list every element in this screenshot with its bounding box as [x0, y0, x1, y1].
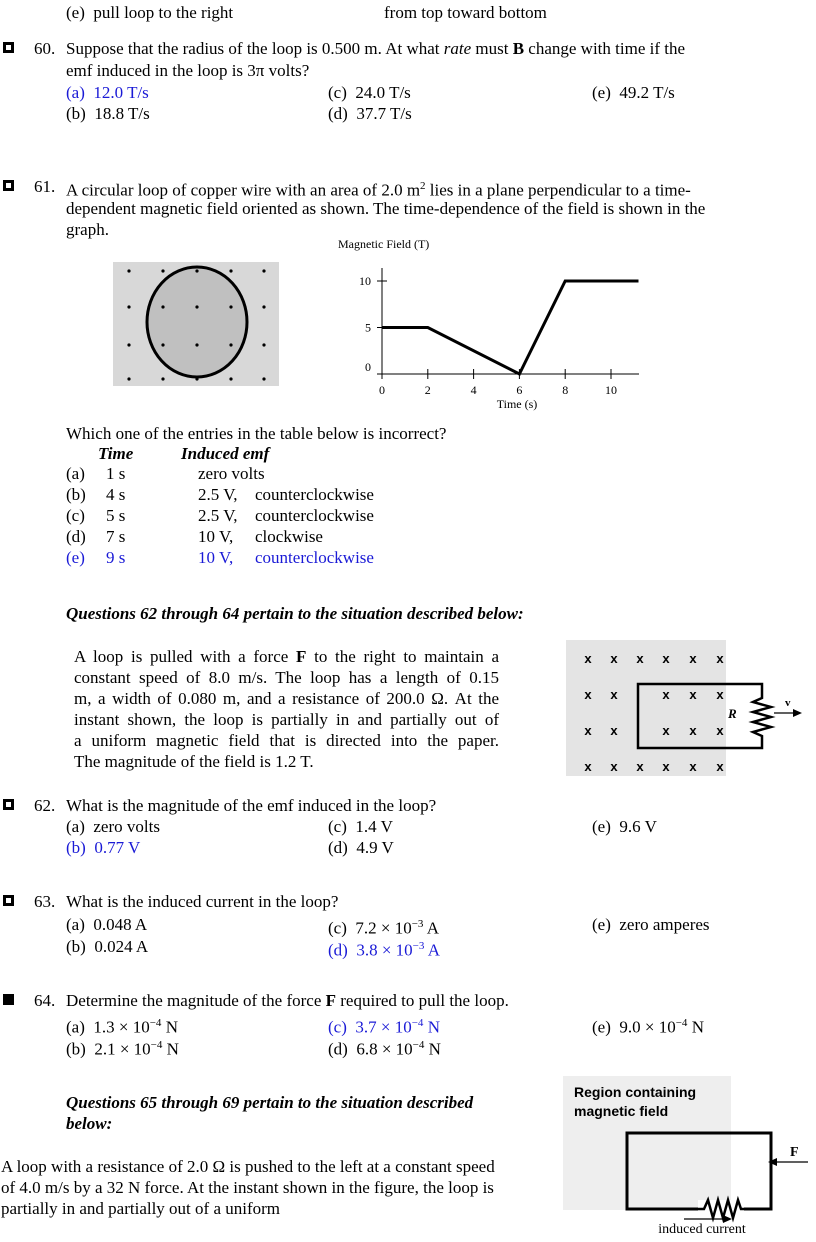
- option-text: 49.2 T/s: [619, 83, 675, 102]
- q60-text-a: Suppose that the radius of the loop is 0.500 m. At what: [66, 39, 440, 58]
- option-label: (c): [328, 83, 347, 102]
- pushed-loop: [627, 1133, 771, 1209]
- option-text: 9.0 × 10: [619, 1017, 676, 1037]
- field-x-mark: x: [716, 687, 724, 702]
- chart-x-tick-label: 10: [605, 383, 617, 397]
- q60-text-b: must: [475, 39, 509, 58]
- group65-para-line: of 4.0 m/s by a 32 N force. At the instant shown in the figure, the loop is: [1, 1178, 494, 1197]
- q64-option-b[interactable]: [66, 1035, 179, 1060]
- group62-para-line: A loop is pulled with a force F to the right to maintain a: [74, 647, 499, 666]
- q61-question: Which one of the entries in the table below is incorrect?: [66, 424, 447, 443]
- table-row-direction: counterclockwise: [255, 548, 374, 567]
- chart-x-tick-label: 8: [562, 383, 569, 397]
- field-x-mark: x: [610, 687, 618, 702]
- q63-option-d[interactable]: [328, 936, 440, 961]
- field-x-mark: x: [636, 651, 644, 666]
- q60-text-line1: [66, 38, 685, 59]
- q62-option-d[interactable]: [328, 837, 394, 858]
- magnetic-field-loop-figure: [113, 262, 279, 386]
- chart-title: Magnetic Field (T): [338, 237, 430, 251]
- q60-option-b[interactable]: [66, 103, 150, 124]
- option-unit: N: [424, 1039, 441, 1059]
- q63-number: 63.: [34, 892, 56, 911]
- group62-para-line: The magnitude of the field is 1.2 T.: [74, 752, 314, 771]
- option-exponent: −4: [149, 1017, 162, 1029]
- option-label: (a): [66, 915, 85, 934]
- chart-x-tick-label: 6: [516, 383, 523, 397]
- chart-y-tick-label: 10: [359, 274, 371, 288]
- q62-text: What is the magnitude of the emf induced in the loop?: [66, 796, 437, 815]
- option-exponent: −4: [150, 1039, 163, 1051]
- table-row-time: 9 s: [106, 548, 126, 567]
- option-unit: N: [161, 1017, 178, 1037]
- field-x-mark: x: [610, 759, 618, 774]
- option-text: zero volts: [93, 817, 160, 836]
- option-label: (b): [66, 1039, 86, 1059]
- field-x-mark: x: [610, 651, 618, 666]
- table-row-time: 7 s: [106, 527, 126, 546]
- option-text: 0.024 A: [94, 937, 149, 956]
- chart-x-tick-label: 4: [470, 383, 477, 397]
- option-text: pull loop to the right: [93, 3, 234, 22]
- option-text: 6.8 × 10: [356, 1039, 413, 1059]
- table-row-direction: counterclockwise: [255, 506, 374, 525]
- option-label: (e): [592, 83, 611, 102]
- group62-para-line: instant shown, the loop is partially in and partially out of: [74, 710, 499, 729]
- group65-para-line: partially in and partially out of a uniform: [1, 1199, 281, 1218]
- group62-paragraph: [74, 646, 499, 772]
- option-unit: N: [687, 1017, 704, 1037]
- q61-superscript: 2: [420, 180, 426, 192]
- option-exponent: −3: [412, 940, 425, 952]
- option-unit: N: [423, 1017, 440, 1037]
- table-row-emf: 10 V,: [198, 527, 234, 546]
- option-label: (d): [328, 104, 348, 123]
- option-text: 18.8 T/s: [94, 104, 150, 123]
- option-label: (c): [328, 817, 347, 836]
- table-header-emf: Induced emf: [181, 444, 270, 463]
- field-x-mark: x: [689, 651, 697, 666]
- option-exponent: −4: [411, 1017, 424, 1029]
- option-text: 0.048 A: [93, 915, 148, 934]
- chart-series-line: [382, 281, 639, 374]
- option-label: (e): [592, 915, 611, 934]
- table-row-emf: zero volts: [198, 464, 265, 483]
- q59-option-e: [66, 2, 233, 23]
- q60-number: 60.: [34, 39, 56, 58]
- option-text: 12.0 T/s: [93, 83, 149, 102]
- group62-para-line: m, a width of 0.080 m, and a resistance of 200.0 Ω. At the: [74, 689, 499, 708]
- table-row-label: (e): [66, 548, 85, 567]
- option-text: 1.3 × 10: [93, 1017, 150, 1037]
- option-label: (c): [328, 918, 347, 938]
- field-x-mark: x: [716, 759, 724, 774]
- option-text: 1.4 V: [355, 817, 393, 836]
- q64-option-a[interactable]: [66, 1013, 178, 1038]
- q64-number: 64.: [34, 991, 56, 1010]
- table-row-time: 1 s: [106, 464, 126, 483]
- q61-text-a: A circular loop of copper wire with an area of 2.0 m: [66, 180, 421, 200]
- field-x-mark: x: [689, 723, 697, 738]
- q64-text: Determine the magnitude of the force F required to pull the loop.: [66, 991, 509, 1010]
- copper-loop: [147, 267, 247, 377]
- q62-option-a[interactable]: [66, 816, 160, 837]
- option-label: (d): [328, 940, 348, 960]
- field-x-mark: x: [689, 759, 697, 774]
- field-x-mark: x: [584, 651, 592, 666]
- field-x-mark: x: [716, 723, 724, 738]
- table-row-label: (c): [66, 506, 85, 525]
- q60-option-c[interactable]: [328, 82, 411, 103]
- option-text: zero amperes: [619, 915, 710, 934]
- question-bullet-icon: [3, 180, 14, 191]
- q60-text-c: change with time if the: [528, 39, 686, 58]
- option-label: (b): [66, 937, 86, 956]
- option-text: 4.9 V: [356, 838, 394, 857]
- table-row-time: 5 s: [106, 506, 126, 525]
- option-text: 3.7 × 10: [355, 1017, 412, 1037]
- q63-option-c[interactable]: [328, 914, 439, 939]
- resistor-label: R: [728, 706, 737, 721]
- option-text: 9.6 V: [619, 817, 657, 836]
- field-x-mark: x: [610, 723, 618, 738]
- q60-option-e[interactable]: [592, 82, 675, 103]
- field-x-mark: x: [662, 651, 670, 666]
- q60-text-line2: emf induced in the loop is 3π volts?: [66, 61, 310, 80]
- option-exponent: −3: [411, 918, 424, 930]
- q62-option-e[interactable]: [592, 816, 657, 837]
- q60-option-d[interactable]: [328, 103, 412, 124]
- option-label: (b): [66, 104, 86, 123]
- group65-heading-line1: Questions 65 through 69 pertain to the situation described: [66, 1093, 474, 1112]
- field-x-mark: x: [584, 723, 592, 738]
- option-exponent: −4: [675, 1017, 688, 1029]
- q60-option-a[interactable]: [66, 82, 149, 103]
- option-label: (b): [66, 838, 86, 857]
- group62-para-line: a uniform magnetic field that is directed into the paper.: [74, 731, 499, 750]
- magnetic-field-chart: [326, 232, 646, 414]
- table-row-direction: counterclockwise: [255, 485, 374, 504]
- q63-option-e[interactable]: [592, 914, 710, 935]
- option-label: (e): [592, 1017, 611, 1037]
- field-x-mark: x: [584, 759, 592, 774]
- option-label: (c): [328, 1017, 347, 1037]
- q60-text-B: B: [512, 39, 525, 58]
- group65-heading-line2: below:: [66, 1114, 113, 1133]
- field-x-mark: x: [662, 687, 670, 702]
- region-label-line2: magnetic field: [574, 1103, 669, 1119]
- q61-text-line2: dependent magnetic field oriented as shown. The time-dependence of the field is shown in the: [66, 199, 706, 218]
- field-x-mark: x: [689, 687, 697, 702]
- pushed-loop-figure: [620, 1126, 816, 1242]
- option-text: 2.1 × 10: [94, 1039, 151, 1059]
- q63-option-a[interactable]: [66, 914, 147, 935]
- table-header-time: Time: [98, 444, 134, 463]
- table-row-direction: clockwise: [255, 527, 323, 546]
- table-row-emf: 2.5 V,: [198, 506, 238, 525]
- q64-option-e[interactable]: [592, 1013, 704, 1038]
- table-row-emf: 10 V,: [198, 548, 234, 567]
- q62-option-b[interactable]: [66, 837, 140, 858]
- q63-option-b[interactable]: [66, 936, 148, 957]
- question-bullet-icon: [3, 895, 14, 906]
- q62-number: 62.: [34, 796, 56, 815]
- q61-text-line3: graph.: [66, 220, 109, 239]
- option-label: (d): [328, 838, 348, 857]
- option-text: 7.2 × 10: [355, 918, 412, 938]
- velocity-label: v: [785, 697, 791, 709]
- option-unit: N: [162, 1039, 179, 1059]
- option-unit: A: [423, 918, 440, 938]
- q63-text: What is the induced current in the loop?: [66, 892, 339, 911]
- chart-xlabel: Time (s): [496, 397, 538, 411]
- field-x-mark: x: [662, 759, 670, 774]
- table-row-time: 4 s: [106, 485, 126, 504]
- option-text: 0.77 V: [94, 838, 141, 857]
- option-text: 3.8 × 10: [356, 940, 413, 960]
- option-label: (e): [66, 3, 85, 22]
- q64-option-d[interactable]: [328, 1035, 441, 1060]
- field-x-mark: x: [716, 651, 724, 666]
- option-label: (a): [66, 817, 85, 836]
- q61-text-line1: [66, 176, 691, 201]
- option-text: 24.0 T/s: [355, 83, 411, 102]
- q61-text-b: lies in a plane perpendicular to a time-: [425, 180, 691, 200]
- option-exponent: −4: [412, 1039, 425, 1051]
- current-label: induced current: [658, 1222, 746, 1237]
- option-label: (d): [328, 1039, 348, 1059]
- option-label: (a): [66, 1017, 85, 1037]
- q60-text-rate: rate: [443, 39, 472, 58]
- region-label-line1: Region containing: [574, 1084, 697, 1100]
- chart-x-tick-label: 2: [424, 383, 431, 397]
- table-row-emf: 2.5 V,: [198, 485, 238, 504]
- field-x-mark: x: [636, 759, 644, 774]
- chart-x-tick-label: 0: [379, 383, 385, 397]
- group62-heading: Questions 62 through 64 pertain to the situation described below:: [66, 604, 524, 623]
- option-label: (a): [66, 83, 85, 102]
- table-row-label: (b): [66, 485, 86, 504]
- option-label: (e): [592, 817, 611, 836]
- q64-option-c[interactable]: [328, 1013, 440, 1038]
- group62-para-line: constant speed of 8.0 m/s. The loop has a length of 0.15: [74, 668, 499, 687]
- q59-option-e-detail: from top toward bottom: [384, 3, 547, 22]
- force-label: F: [790, 1145, 799, 1160]
- chart-y-tick-label: 5: [365, 320, 371, 335]
- chart-y-tick-label: 0: [365, 360, 371, 374]
- field-x-mark: x: [662, 723, 670, 738]
- question-bullet-icon: [3, 42, 14, 53]
- option-unit: A: [424, 940, 440, 960]
- pulled-loop-figure: [566, 640, 806, 778]
- option-text: 37.7 T/s: [356, 104, 412, 123]
- table-row-label: (a): [66, 464, 85, 483]
- group65-para-line: A loop with a resistance of 2.0 Ω is pushed to the left at a constant speed: [1, 1157, 495, 1176]
- q61-number: 61.: [34, 177, 56, 196]
- field-x-mark: x: [584, 687, 592, 702]
- q62-option-c[interactable]: [328, 816, 393, 837]
- question-bullet-icon: [3, 799, 14, 810]
- table-row-label: (d): [66, 527, 86, 546]
- question-bullet-icon: [3, 994, 14, 1005]
